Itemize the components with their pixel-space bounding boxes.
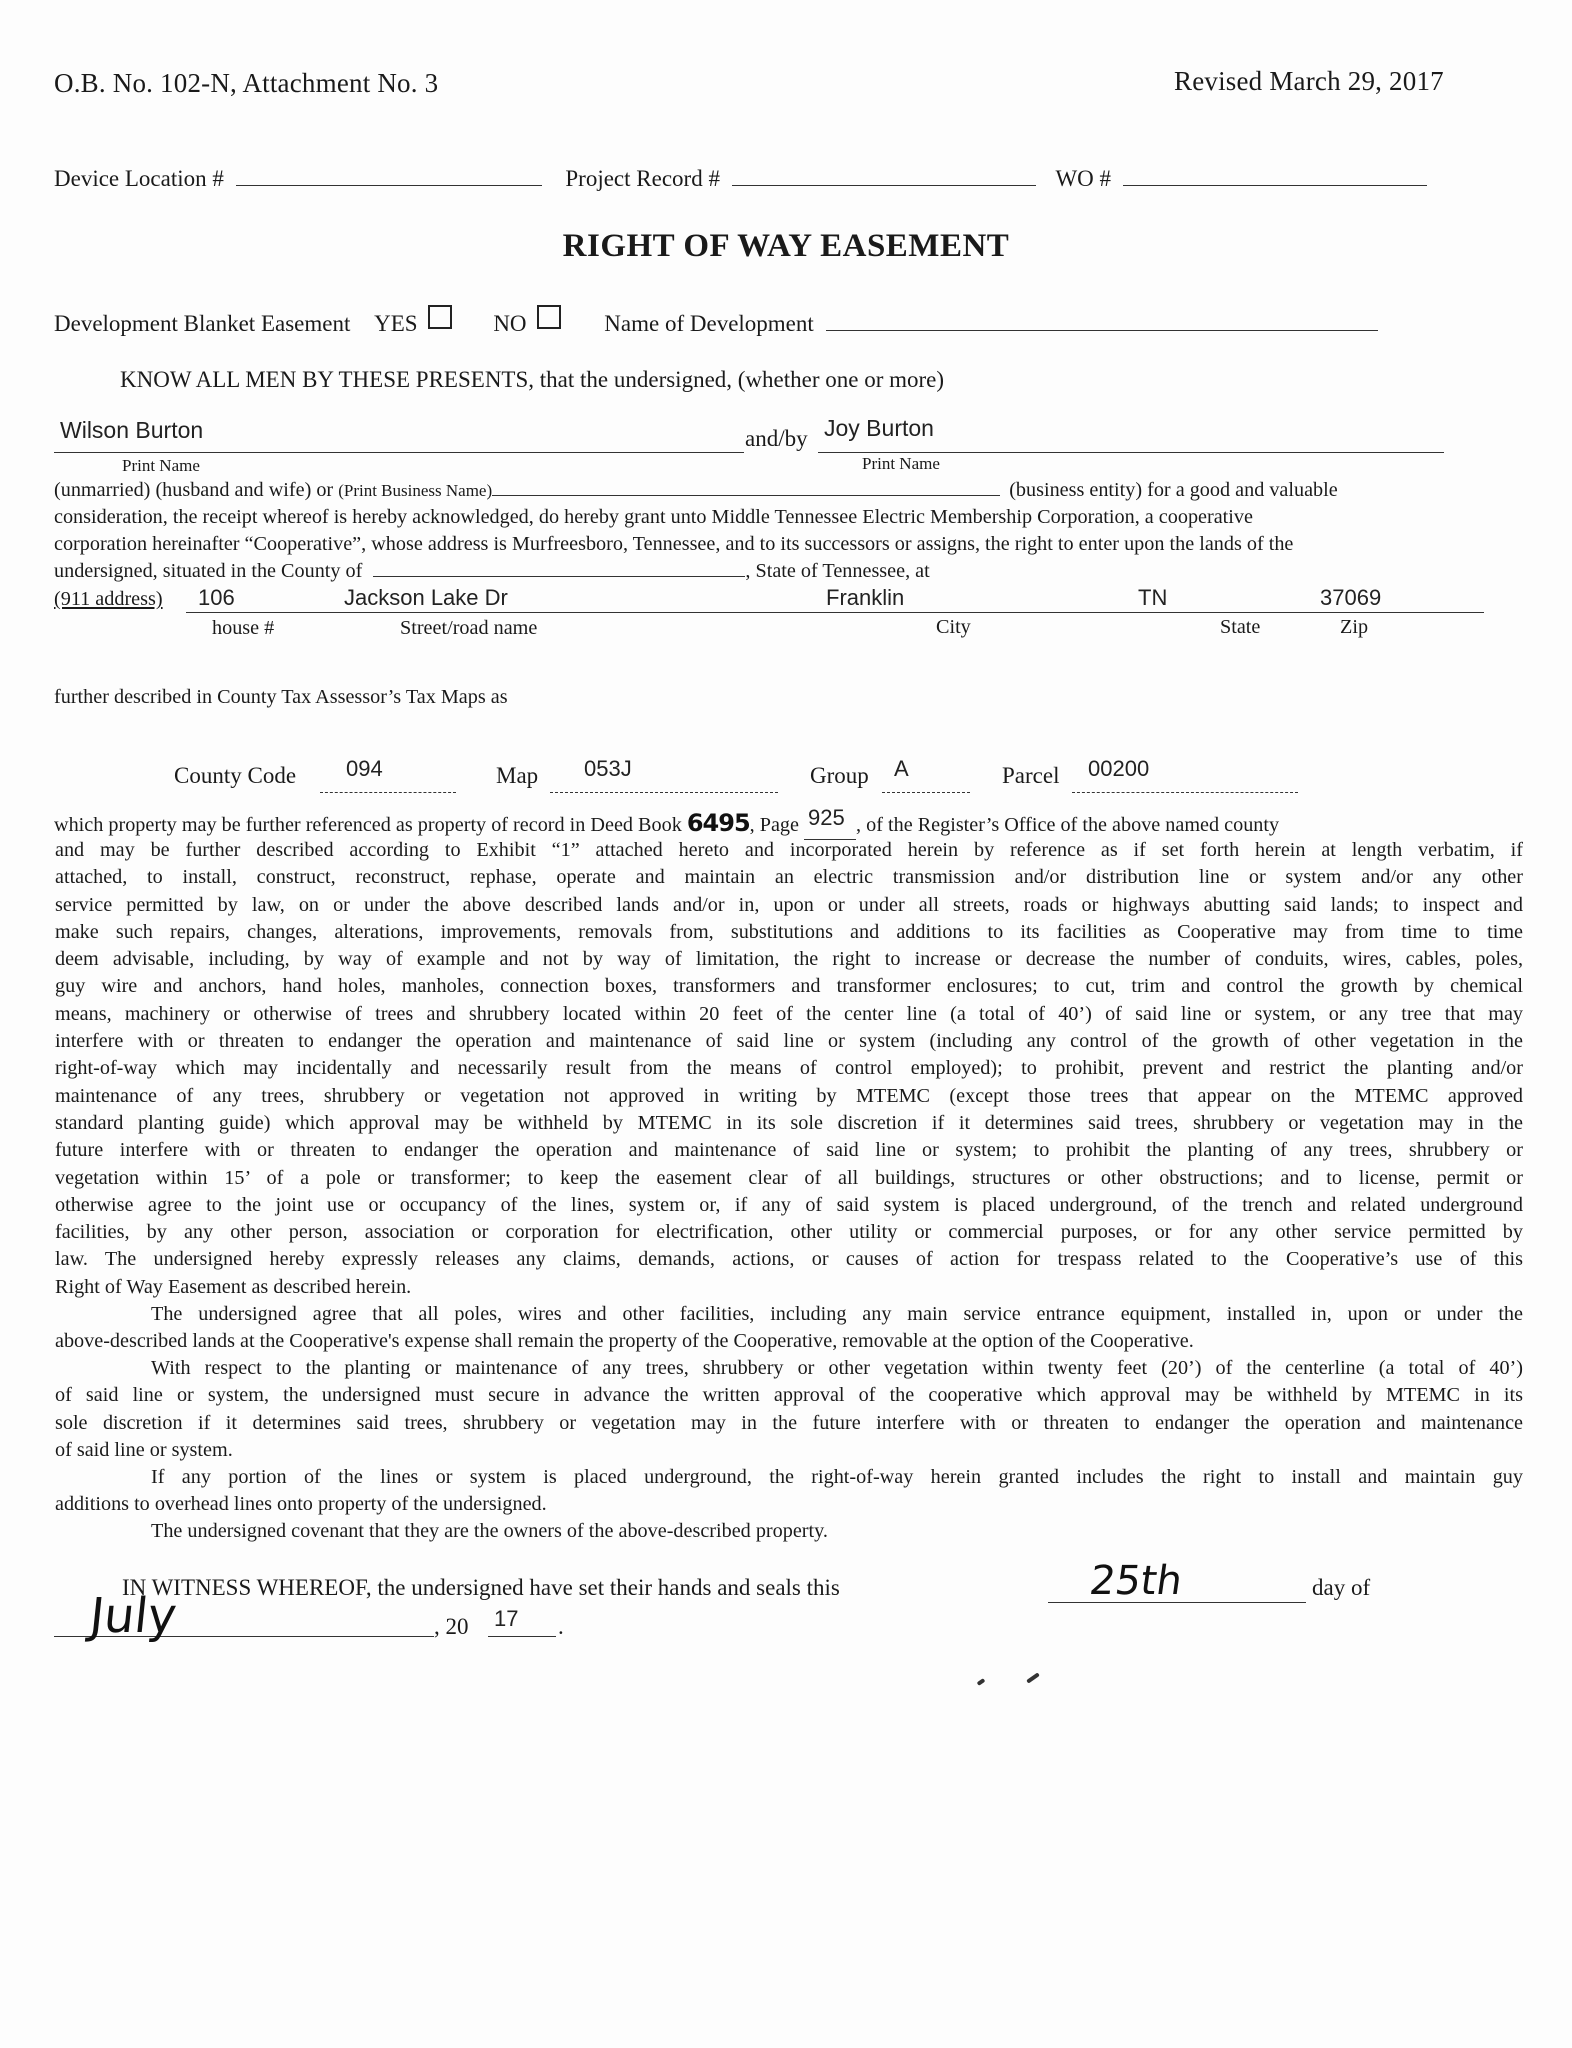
poles-paragraph (55, 1301, 1523, 1356)
zip[interactable]: 37069 (1320, 585, 1382, 610)
house-number-label: house # (212, 617, 275, 639)
paragraph-line: With respect to the planting or maintenance of any trees, shrubbery or other vegetation within twenty feet (20’) of the centerline (a total of 40’) (151, 1357, 1523, 1379)
parcel-line (1072, 792, 1298, 793)
development-name-label: Name of Development (604, 311, 814, 336)
paragraph-line: deem advisable, including, by way of example and not by way of limitation, the right to increase or decrease the number of conduits, wires, cables, poles, (55, 948, 1523, 971)
business-name-field[interactable] (492, 495, 1000, 496)
intro-text: KNOW ALL MEN BY THESE PRESENTS, that the undersigned, (whether one or more) (120, 367, 945, 392)
county-label: undersigned, situated in the County of (54, 560, 363, 582)
state[interactable]: TN (1138, 585, 1168, 610)
paragraph-line: future interfere with or threaten to endanger the operation and maintenance of said line or system; to prohibit the planting of any trees, shrubbery or (55, 1139, 1523, 1162)
group-value[interactable]: A (894, 756, 909, 781)
street-label: Street/road name (400, 617, 538, 639)
month-value[interactable]: July (87, 1588, 180, 1644)
deed-line (54, 805, 1522, 840)
device-location-label: Device Location # (54, 166, 224, 191)
paragraph-line: maintenance of any trees, shrubbery or vegetation not approved in writing by MTEMC (except those trees that appear on the MTEMC approved (55, 1084, 1523, 1107)
map-label: Map (496, 763, 539, 788)
development-row (54, 305, 1378, 337)
grantor-name-1[interactable]: Wilson Burton (60, 417, 204, 443)
city-label: City (936, 616, 971, 638)
house-number[interactable]: 106 (198, 585, 235, 610)
yes-checkbox[interactable] (428, 305, 452, 329)
form-id: O.B. No. 102-N, Attachment No. 3 (54, 68, 439, 98)
paragraph-line: additions to overhead lines onto property of the undersigned. (55, 1493, 547, 1516)
consideration-line-3: corporation hereinafter “Cooperative”, whose address is Murfreesboro, Tennessee, and to its successors or assigns, the right to enter upon the lands of the (54, 533, 1294, 555)
day-value[interactable] (1087, 1558, 1185, 1604)
project-record-field[interactable] (732, 185, 1036, 186)
yes-label: YES (374, 311, 418, 336)
parcel-value[interactable]: 00200 (1088, 756, 1150, 781)
deed-book-text: which property may be further referenced as property of record in Deed Book (54, 814, 682, 836)
project-record-label: Project Record # (565, 166, 720, 191)
paragraph-line: vegetation within 15’ of a pole or transformer; to keep the easement clear of all buildings, structures or other obstructions; and to license, permit or (55, 1166, 1523, 1189)
paragraph-line: law. The undersigned hereby expressly releases any claims, demands, actions, or causes of action for trespass related to the Cooperative’s use of this (55, 1248, 1523, 1271)
stray-mark (1026, 1672, 1040, 1683)
main-paragraph (55, 837, 1523, 1301)
state-of-tennessee-text: , State of Tennessee, at (745, 560, 930, 582)
revised-date: Revised March 29, 2017 (1174, 66, 1444, 96)
reference-fields-row (54, 166, 1427, 192)
state-label: State (1220, 616, 1261, 638)
consideration-line-1 (54, 477, 1338, 504)
paragraph-line: facilities, by any other person, association or corporation for electrification, other utility or commercial purposes, or for any other service permitted by (55, 1221, 1523, 1244)
paragraph-line: The undersigned agree that all poles, wires and other facilities, including any main service entrance equipment, installed in, upon or under the (151, 1303, 1523, 1325)
paragraph-line: of said line or system. (55, 1438, 233, 1461)
consideration-line-2: consideration, the receipt whereof is hereby acknowledged, do hereby grant unto Middle Tennessee Electric Membership Corporation, a cooperative (54, 506, 1253, 528)
paragraph-line: attached, to install, construct, reconstruct, rephase, operate and maintain an electric transmission and/or distribution line or system and/or any other (55, 866, 1523, 889)
address-label: (911 address) (54, 588, 163, 610)
tax-maps-text: further described in County Tax Assessor’s Tax Maps as (54, 686, 508, 708)
year-value[interactable]: 17 (494, 1606, 519, 1631)
wo-label: WO # (1055, 166, 1112, 191)
device-location-field[interactable] (236, 185, 542, 186)
underground-paragraph (55, 1464, 1523, 1519)
grantor-name-2-line (818, 452, 1444, 453)
county-code-line (320, 792, 456, 793)
year-end: . (558, 1614, 564, 1639)
year-prefix: , 20 (434, 1614, 469, 1639)
and-by-label: and/by (745, 426, 808, 451)
day-handwriting: 25th (1086, 1558, 1186, 1604)
zip-label: Zip (1340, 616, 1369, 638)
paragraph-line: The undersigned covenant that they are the owners of the above-described property. (151, 1520, 828, 1542)
paragraph-line: Right of Way Easement as described herein. (55, 1275, 412, 1298)
paragraph-line: right-of-way which may incidentally and necessarily result from the means of control employed); to prohibit, prevent and restrict the planting and/or (55, 1057, 1523, 1080)
paragraph-line: guy wire and anchors, hand holes, manholes, connection boxes, transformers and transformer enclosures; to cut, trim and control the growth by chemical (55, 975, 1523, 998)
stray-mark (977, 1678, 986, 1686)
paragraph-line: and may be further described according to Exhibit “1” attached hereto and incorporated herein by reference as if set forth herein at length verbatim, if (55, 839, 1523, 861)
paragraph-line: above-described lands at the Cooperative's expense shall remain the property of the Cooperative, removable at the option of the Cooperative. (55, 1330, 1194, 1353)
county-code-value[interactable]: 094 (346, 756, 383, 781)
county-field[interactable] (373, 576, 745, 577)
day-of-label: day of (1312, 1575, 1371, 1600)
page-label: , Page (749, 814, 799, 836)
page-value: 925 (808, 805, 845, 830)
no-checkbox[interactable] (537, 305, 561, 329)
county-code-label: County Code (174, 763, 297, 788)
map-line (550, 792, 778, 793)
print-name-label-2: Print Name (862, 454, 940, 473)
covenant-paragraph (55, 1518, 1523, 1545)
paragraph-line: otherwise agree to the joint use or occupancy of the lines, system or, if any of said system is placed underground, of the trench and related underground (55, 1193, 1523, 1216)
planting-paragraph (55, 1355, 1523, 1464)
paragraph-line: sole discretion if it determines said trees, shrubbery or vegetation may in the future interfere with or threaten to endanger the operation and maintenance (55, 1411, 1523, 1434)
year-line (488, 1636, 556, 1637)
paragraph-line: If any portion of the lines or system is placed underground, the right-of-way herein granted includes the right to install and maintain guy (151, 1466, 1523, 1488)
map-value[interactable]: 053J (584, 756, 632, 781)
paragraph-line: standard planting guide) which approval may be withheld by MTEMC in its sole discretion if it determines said trees, shrubbery or vegetation may in the (55, 1111, 1523, 1134)
city[interactable]: Franklin (826, 585, 905, 610)
consideration-text: (unmarried) (husband and wife) or (54, 479, 339, 501)
group-label: Group (810, 763, 869, 788)
wo-field[interactable] (1123, 185, 1427, 186)
paragraph-line: service permitted by law, on or under the above described lands and/or in, upon or under all streets, roads or highways abutting said lands; to inspect and (55, 893, 1523, 916)
paragraph-line: make such repairs, changes, alterations, improvements, removals from, substitutions and additions to its facilities as Cooperative may from time to time (55, 920, 1523, 943)
development-label: Development Blanket Easement (54, 311, 351, 336)
business-entity-text: (business entity) for a good and valuable (1009, 479, 1338, 501)
grantor-name-1-line (54, 452, 744, 453)
address-line (186, 612, 1484, 613)
parcel-label: Parcel (1002, 763, 1060, 788)
register-office-text: , of the Register’s Office of the above named county (856, 814, 1280, 836)
street-name[interactable]: Jackson Lake Dr (344, 585, 508, 610)
development-name-field[interactable] (826, 330, 1378, 331)
group-line (882, 792, 970, 793)
print-name-label-1: Print Name (122, 456, 200, 475)
paragraph-line: of said line or system, the undersigned must secure in advance the written approval of the cooperative which approval may be withheld by MTEMC in its (55, 1384, 1523, 1407)
paragraph-line: interfere with or threaten to endanger the operation and maintenance of said line or system (including any control of the growth of other vegetation in the (55, 1030, 1523, 1053)
witness-text: IN WITNESS WHEREOF, the undersigned have set their hands and seals this (122, 1575, 840, 1600)
consideration-line-4 (54, 558, 930, 585)
business-name-label: (Print Business Name) (338, 481, 493, 500)
page-title: RIGHT OF WAY EASEMENT (562, 228, 1010, 264)
no-label: NO (493, 311, 527, 336)
grantor-name-2[interactable]: Joy Burton (824, 415, 934, 441)
paragraph-line: means, machinery or otherwise of trees and shrubbery located within 20 feet of the center line (a total of 40’) of said line or system, or any tree that may (55, 1002, 1523, 1025)
deed-book-value[interactable]: 6495 (686, 809, 750, 837)
